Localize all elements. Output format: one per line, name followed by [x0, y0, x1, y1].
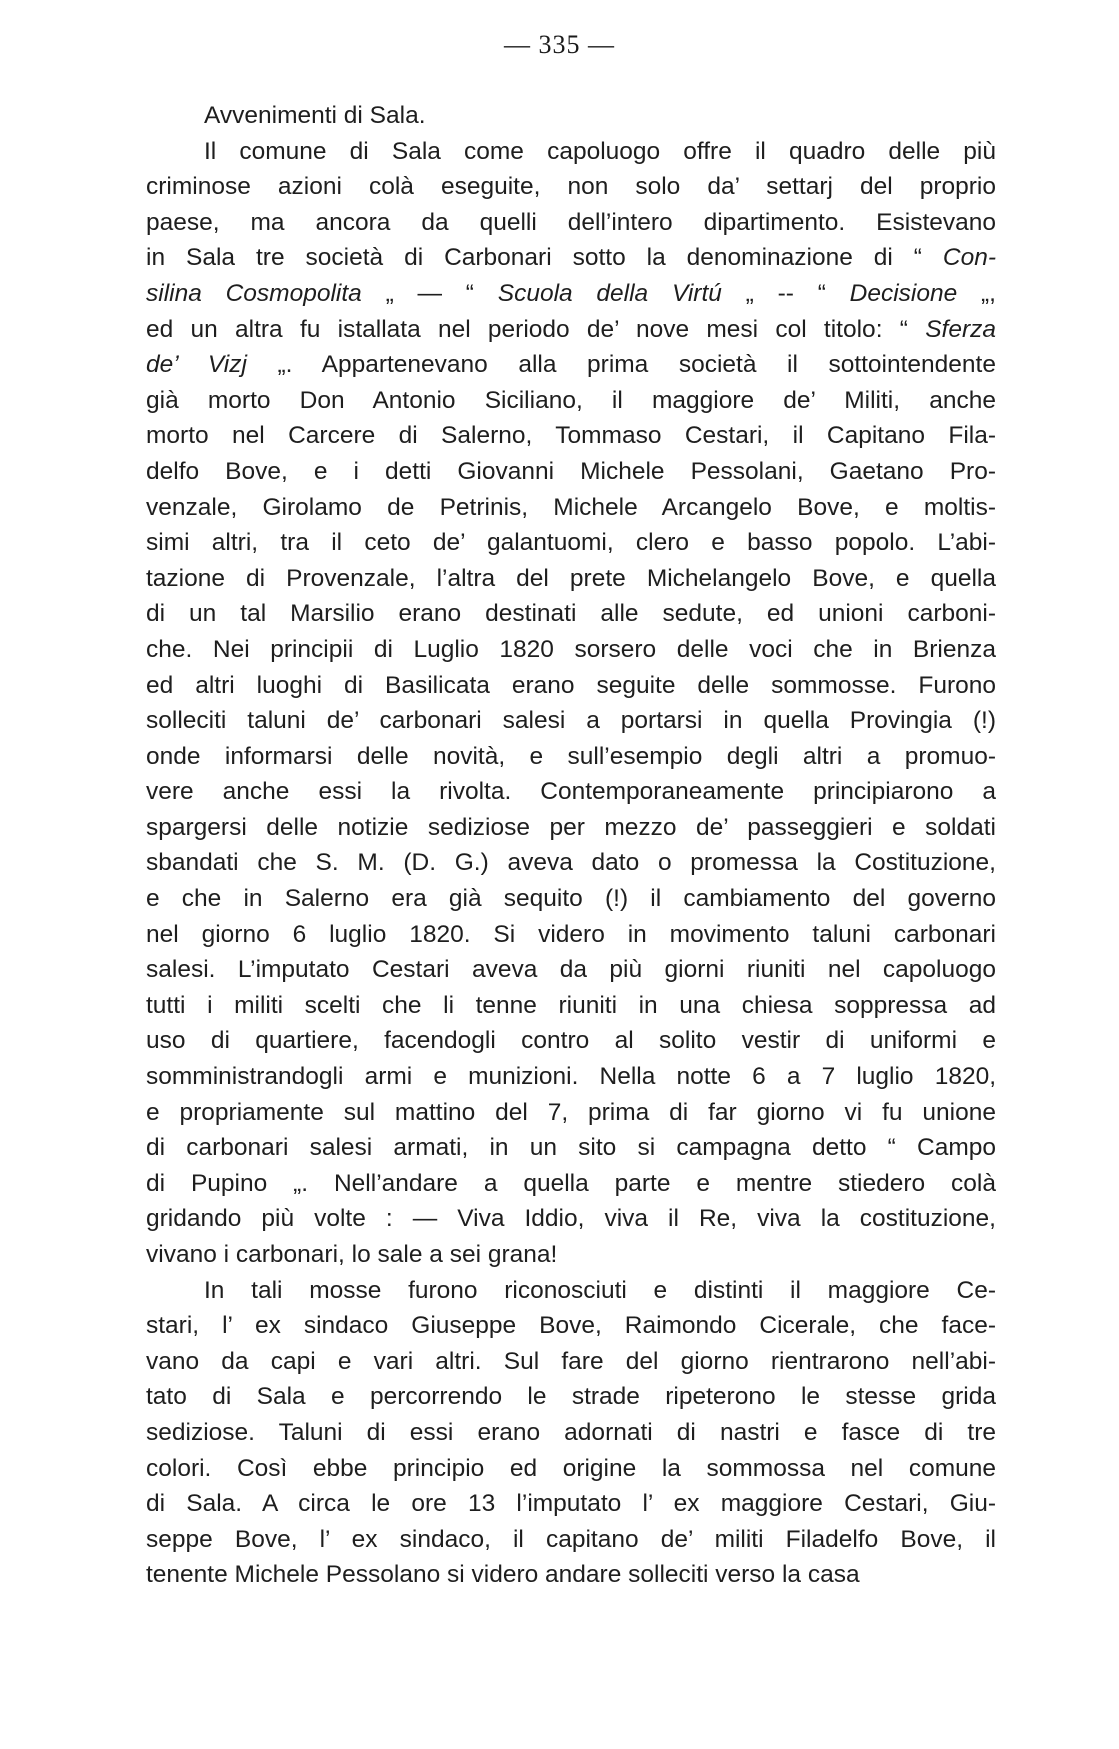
text-segment: onde informarsi delle novità, e sull’esempio degli altri a promuo- — [146, 742, 996, 770]
text-segment: criminose azioni colà eseguite, non solo da’ settarj del proprio — [146, 173, 996, 201]
text-line — [146, 347, 996, 383]
text-segment: tato di Sala e percorrendo le strade ripeterono le stesse grida — [146, 1383, 996, 1411]
text-line — [146, 739, 996, 775]
text-segment: tutti i militi scelti che li tenne riuniti in una chiesa soppressa ad — [146, 991, 996, 1019]
text-segment: vere anche essi la rivolta. Contemporaneamente principiarono a — [146, 778, 996, 806]
text-segment: morto nel Carcere di Salerno, Tommaso Cestari, il Capitano Fila- — [146, 422, 996, 450]
italic-title: silina Cosmopolita — [146, 279, 362, 307]
text-segment: di Pupino „. Nell’andare a quella parte e mentre stiedero colà — [146, 1169, 996, 1197]
text-line — [146, 1344, 996, 1380]
text-segment: gridando più volte : — Viva Iddio, viva il Re, viva la costituzione, — [146, 1205, 996, 1233]
text-line — [146, 845, 996, 881]
text-line — [146, 1201, 996, 1237]
text-segment: delfo Bove, e i detti Giovanni Michele Pessolani, Gaetano Pro- — [146, 457, 996, 485]
text-line — [146, 1486, 996, 1522]
text-line — [146, 1166, 996, 1202]
text-segment: „. Appartenevano alla prima società il sottointendente — [246, 351, 996, 379]
text-line — [146, 881, 996, 917]
text-line — [146, 418, 996, 454]
text-segment: sediziose. Taluni di essi erano adornati di nastri e fasce di tre — [146, 1418, 996, 1446]
text-segment: in Sala tre società di Carbonari sotto la denominazione di “ — [146, 244, 943, 272]
text-line — [146, 596, 996, 632]
text-line — [146, 1130, 996, 1166]
text-segment: sbandati che S. M. (D. G.) aveva dato o promessa la Costituzione, — [146, 849, 996, 877]
text-segment: che. Nei principii di Luglio 1820 sorsero delle voci che in Brienza — [146, 635, 996, 663]
text-segment: „ — “ — [361, 279, 498, 307]
text-line — [146, 668, 996, 704]
text-segment: colori. Così ebbe principio ed origine la sommossa nel comune — [146, 1454, 996, 1482]
text-line — [146, 169, 996, 205]
text-segment: e che in Salerno era già sequito (!) il cambiamento del governo — [146, 885, 996, 913]
paragraph-lines — [146, 134, 996, 1593]
text-segment: già morto Don Antonio Siciliano, il maggiore de’ Militi, anche — [146, 386, 996, 414]
text-line — [146, 561, 996, 597]
text-segment: tazione di Provenzale, l’altra del prete Michelangelo Bove, e quella — [146, 564, 996, 592]
text-line — [146, 1095, 996, 1131]
text-line — [146, 1059, 996, 1095]
text-segment: nel giorno 6 luglio 1820. Si videro in movimento taluni carbonari — [146, 920, 996, 948]
text-line — [146, 490, 996, 526]
text-segment: simi altri, tra il ceto de’ galantuomi, clero e basso popolo. L’abi- — [146, 529, 996, 557]
text-segment: salesi. L’imputato Cestari aveva da più giorni riuniti nel capoluogo — [146, 956, 996, 984]
text-line — [146, 1557, 996, 1593]
text-line — [146, 276, 996, 312]
text-line — [146, 1522, 996, 1558]
italic-title: Sferza — [925, 315, 996, 343]
text-line — [146, 240, 996, 276]
text-line — [146, 1415, 996, 1451]
text-line — [146, 525, 996, 561]
text-line — [146, 383, 996, 419]
text-segment: ed un altra fu istallata nel periodo de’ nove mesi col titolo: “ — [146, 315, 926, 343]
text-segment: vivano i carbonari, lo sale a sei grana! — [146, 1241, 558, 1268]
page-number: — 335 — — [504, 30, 615, 59]
text-segment: tenente Michele Pessolano si videro andare solleciti verso la casa — [146, 1561, 860, 1589]
text-line — [146, 1237, 996, 1273]
text-segment: di un tal Marsilio erano destinati alle sedute, ed unioni carboni- — [146, 600, 996, 628]
text-line — [146, 134, 996, 170]
text-line — [146, 312, 996, 348]
text-line — [146, 1308, 996, 1344]
text-line — [146, 1023, 996, 1059]
text-segment: somministrandogli armi e munizioni. Nella notte 6 a 7 luglio 1820, — [146, 1063, 996, 1091]
text-line — [146, 952, 996, 988]
italic-title: Con- — [942, 244, 996, 272]
text-segment: ed altri luoghi di Basilicata erano seguite delle sommosse. Furono — [146, 671, 996, 699]
text-line — [146, 774, 996, 810]
text-segment: „, — [957, 279, 996, 307]
text-line — [146, 810, 996, 846]
text-segment: di carbonari salesi armati, in un sito si campagna detto “ Campo — [146, 1134, 996, 1162]
text-line — [146, 1273, 996, 1309]
text-segment: stari, l’ ex sindaco Giuseppe Bove, Raimondo Cicerale, che face- — [146, 1312, 996, 1340]
section-heading: Avvenimenti di Sala. — [204, 102, 426, 129]
text-segment: In tali mosse furono riconosciuti e distinti il maggiore Ce- — [204, 1276, 996, 1304]
text-segment: seppe Bove, l’ ex sindaco, il capitano de’ militi Filadelfo Bove, il — [146, 1525, 996, 1553]
italic-title: Scuola della Virtú — [497, 279, 722, 307]
text-segment: Il comune di Sala come capoluogo offre il quadro delle più — [204, 137, 996, 165]
italic-title: Decisione — [849, 279, 958, 307]
text-line — [146, 988, 996, 1024]
text-segment: spargersi delle notizie sediziose per mezzo de’ passeggieri e soldati — [146, 813, 996, 841]
text-line — [146, 917, 996, 953]
text-segment: e propriamente sul mattino del 7, prima di far giorno vi fu unione — [146, 1098, 996, 1126]
text-line — [146, 1451, 996, 1487]
text-segment: „ -- “ — [721, 279, 850, 307]
text-line — [146, 703, 996, 739]
text-line — [146, 632, 996, 668]
text-line — [146, 205, 996, 241]
italic-title: de’ Vizj — [146, 351, 247, 379]
text-segment: vano da capi e vari altri. Sul fare del giorno rientrarono nell’abi- — [146, 1347, 996, 1375]
text-line — [146, 1379, 996, 1415]
text-segment: di Sala. A circa le ore 13 l’imputato l’ ex maggiore Cestari, Giu- — [146, 1490, 996, 1518]
body-text — [146, 98, 996, 1593]
text-segment: solleciti taluni de’ carbonari salesi a portarsi in quella Provingia (!) — [146, 707, 996, 735]
text-line — [146, 454, 996, 490]
text-segment: venzale, Girolamo de Petrinis, Michele Arcangelo Bove, e moltis- — [146, 493, 996, 521]
text-segment: paese, ma ancora da quelli dell’intero dipartimento. Esistevano — [146, 208, 996, 236]
text-segment: uso di quartiere, facendogli contro al solito vestir di uniformi e — [146, 1027, 996, 1055]
